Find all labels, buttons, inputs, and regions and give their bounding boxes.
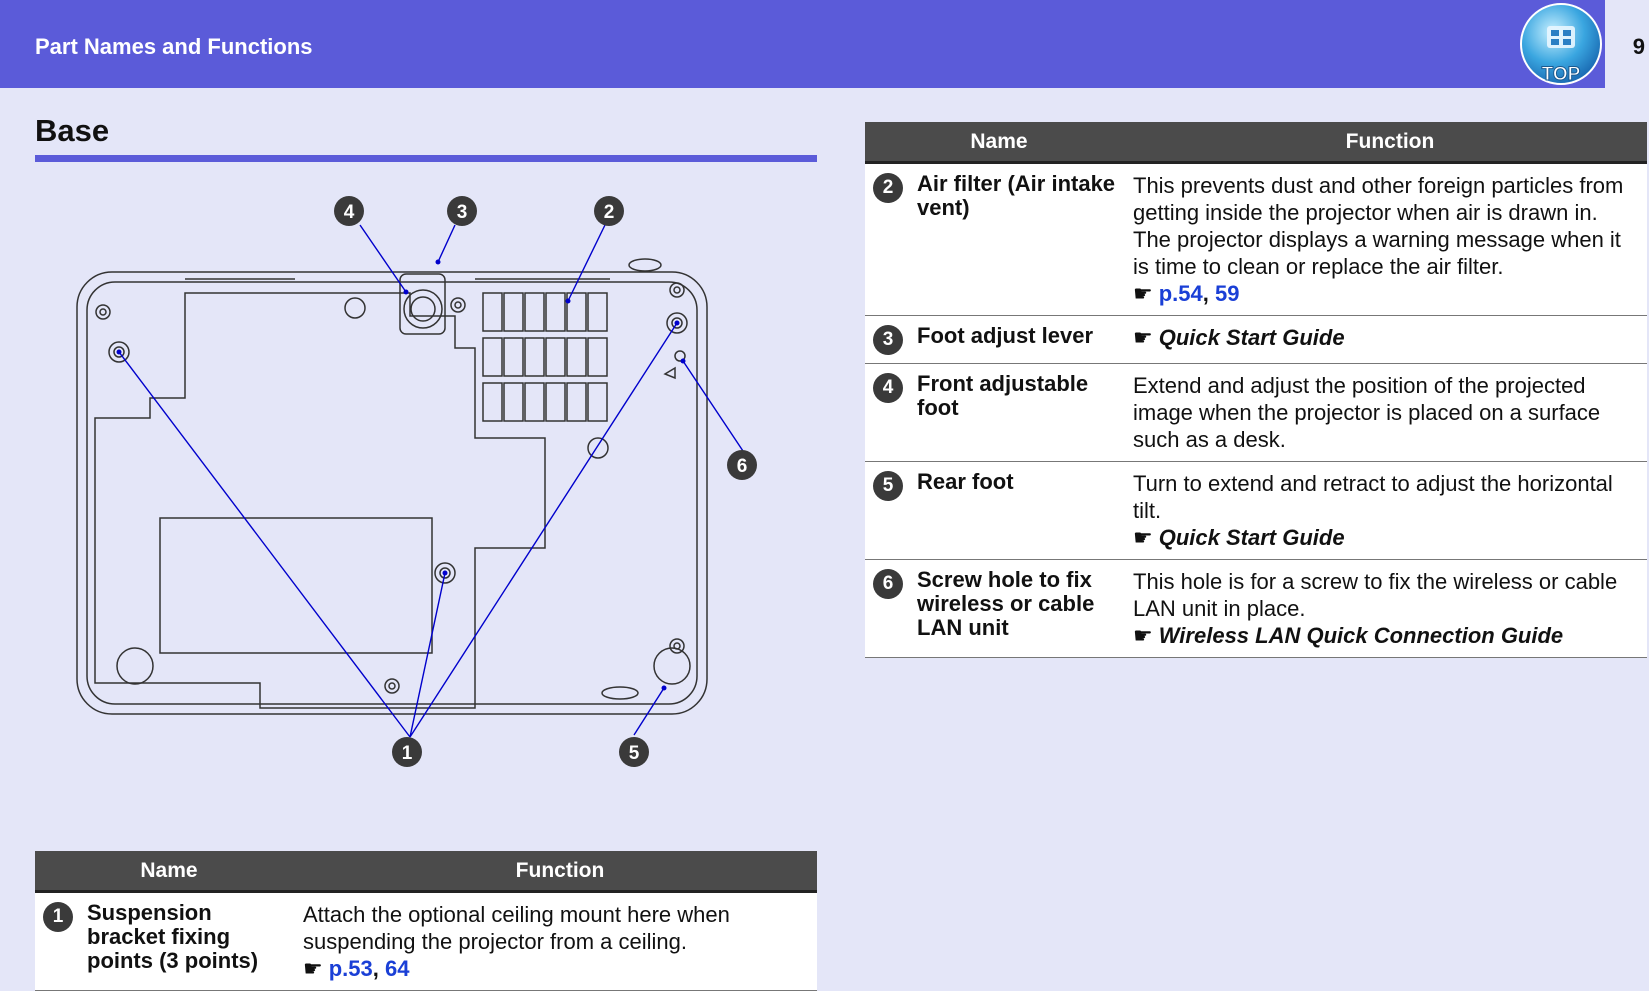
rear-foot-left xyxy=(117,648,153,684)
top-button[interactable] xyxy=(1517,0,1605,88)
pointing-hand-icon: ☛ xyxy=(1133,325,1153,350)
callout-1 xyxy=(392,737,422,767)
page-number: 9 xyxy=(1632,34,1645,59)
front-adjustable-foot xyxy=(400,274,445,334)
page-link[interactable]: p.54 xyxy=(1158,281,1203,306)
parts-table-left xyxy=(35,851,817,991)
suspension-points xyxy=(109,313,687,583)
column-header-function: Function xyxy=(303,851,817,892)
pointing-hand-icon: ☛ xyxy=(1133,623,1153,648)
svg-text:1: 1 xyxy=(401,743,413,764)
table-header-row xyxy=(35,851,817,892)
pointing-hand-icon: ☛ xyxy=(1133,525,1153,550)
part-function xyxy=(1133,316,1647,364)
callout-5 xyxy=(619,737,649,767)
part-description: Extend and adjust the position of the projected image when the projector is placed on a surface such as a desk. xyxy=(1133,373,1601,452)
part-name: Foot adjust lever xyxy=(917,323,1094,348)
callout-lines xyxy=(119,225,743,737)
guide-reference: Wireless LAN Quick Connection Guide xyxy=(1158,623,1564,648)
table-header-row xyxy=(865,122,1647,163)
part-name: Air filter (Air intake vent) xyxy=(917,171,1116,220)
part-description: Turn to extend and retract to adjust the horizontal tilt. xyxy=(1133,471,1613,523)
svg-text:2: 2 xyxy=(603,202,615,223)
column-header-name: Name xyxy=(35,851,303,892)
part-name: Rear foot xyxy=(917,469,1014,494)
callout-6 xyxy=(727,450,757,480)
part-description: This hole is for a screw to fix the wireless or cable LAN unit in place. xyxy=(1133,569,1618,621)
svg-text:TOP: TOP xyxy=(1541,64,1581,85)
number-badge: 5 xyxy=(873,471,903,501)
number-badge: 4 xyxy=(873,373,903,403)
top-button-icon xyxy=(1517,0,1605,88)
column-header-name: Name xyxy=(865,122,1133,163)
svg-text:5: 5 xyxy=(628,743,640,764)
pointing-hand-icon: ☛ xyxy=(1133,281,1153,306)
header-title: Part Names and Functions xyxy=(35,34,313,59)
table-row xyxy=(865,163,1647,316)
table-row xyxy=(865,316,1647,364)
number-badge: 2 xyxy=(873,173,903,203)
number-badge: 6 xyxy=(873,569,903,599)
part-function: Attach the optional ceiling mount here when suspending the projector from a ceiling. ☛ p.53, 64 xyxy=(303,892,817,991)
guide-reference: Quick Start Guide xyxy=(1158,525,1345,550)
table-row xyxy=(865,462,1647,560)
svg-text:6: 6 xyxy=(736,456,748,477)
section-divider xyxy=(35,155,817,162)
part-description: This prevents dust and other foreign particles from getting inside the projector when air is drawn in. The projector displays a warning message when it is time to clean or replace the air filter. xyxy=(1133,173,1624,279)
part-function: This prevents dust and other foreign particles from getting inside the projector when air is drawn in. The projector displays a warning message when it is time to clean or replace the air filter. ☛ p.54, 59 xyxy=(1133,163,1647,316)
pointing-hand-icon: ☛ xyxy=(303,956,323,981)
guide-reference: Quick Start Guide xyxy=(1158,325,1345,350)
part-name: Front adjustable foot xyxy=(917,371,1089,420)
callout-4 xyxy=(334,196,364,226)
table-row xyxy=(35,892,817,991)
svg-text:3: 3 xyxy=(456,202,468,223)
callout-3 xyxy=(447,196,477,226)
inner-panel-outline xyxy=(95,293,545,708)
air-filter-grid xyxy=(483,293,607,421)
projector-body-outline xyxy=(77,272,707,714)
table-row xyxy=(865,560,1647,658)
column-header-function: Function xyxy=(1133,122,1647,163)
parts-table-right xyxy=(865,122,1647,658)
number-badge: 3 xyxy=(873,325,903,355)
section-title: Base xyxy=(35,113,110,148)
page-link[interactable]: 59 xyxy=(1215,281,1240,306)
page-link[interactable]: 64 xyxy=(385,956,410,981)
part-name: Screw hole to fix wireless or cable LAN unit xyxy=(917,567,1095,640)
header-bar xyxy=(0,0,1605,88)
projector-base-diagram xyxy=(35,168,817,818)
number-badge: 1 xyxy=(43,902,73,932)
page-link[interactable]: p.53 xyxy=(328,956,373,981)
part-function xyxy=(1133,560,1647,658)
rear-foot-right xyxy=(654,648,690,684)
part-function xyxy=(1133,462,1647,560)
table-row xyxy=(865,364,1647,462)
svg-text:4: 4 xyxy=(343,202,355,223)
screws xyxy=(96,283,684,693)
part-name: Suspension bracket fixing points (3 points) xyxy=(87,900,259,973)
part-description: Attach the optional ceiling mount here when suspending the projector from a ceiling. xyxy=(303,902,730,954)
part-function xyxy=(1133,364,1647,462)
callout-2 xyxy=(594,196,624,226)
